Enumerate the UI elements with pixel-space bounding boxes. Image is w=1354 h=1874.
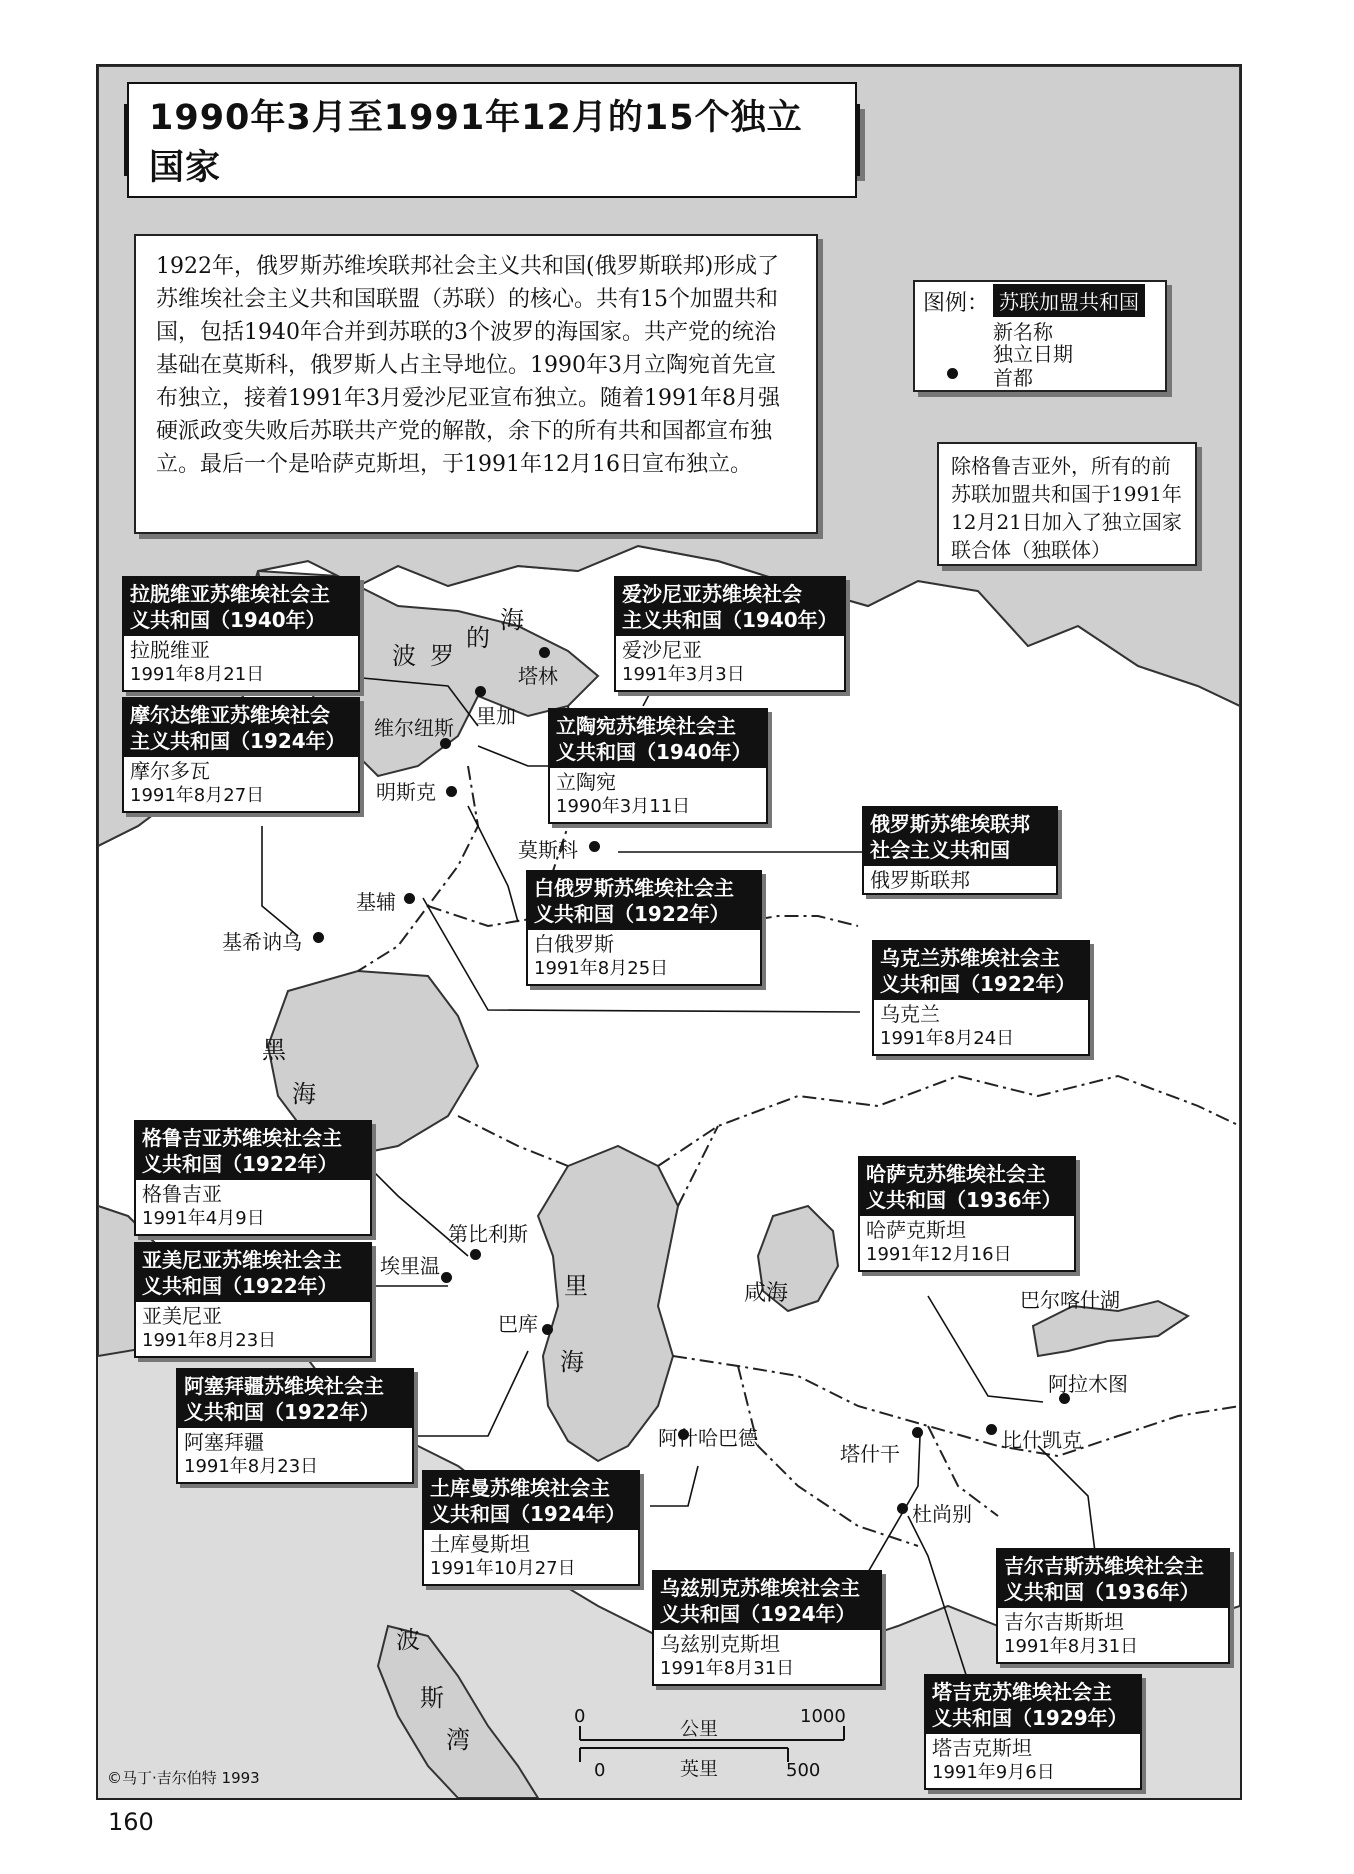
scale-mi-label: 英里	[680, 1758, 719, 1780]
city-baku: 巴库	[498, 1312, 538, 1336]
city-vilnius: 维尔纽斯	[374, 716, 454, 740]
republic-belarus	[526, 870, 762, 986]
scale-km-max: 1000	[800, 1706, 846, 1727]
republic-estonia	[614, 576, 846, 692]
republic-new-name: 爱沙尼亚	[622, 638, 702, 662]
page-number: 160	[108, 1808, 154, 1836]
republic-new-name: 立陶宛	[556, 770, 616, 794]
legend-republic-sample: 苏联加盟共和国	[993, 284, 1145, 317]
republic-new-name: 塔吉克斯坦	[932, 1736, 1032, 1760]
republic-independence-date: 1991年12月16日	[866, 1244, 1012, 1265]
capital-dot-tallinn	[539, 647, 550, 658]
republic-independence-date: 1991年10月27日	[430, 1558, 576, 1579]
republic-latvia	[122, 576, 360, 692]
capital-dot-icon	[947, 368, 958, 379]
republic-new-name: 格鲁吉亚	[142, 1182, 222, 1206]
republic-turkmenistan	[422, 1470, 640, 1586]
republic-azerbaijan	[176, 1368, 414, 1484]
sea-baltic-2: 罗	[430, 642, 454, 670]
capital-dot-dushanbe	[897, 1503, 908, 1514]
capital-dot-baku	[542, 1324, 553, 1335]
sea-baltic-1: 波	[392, 642, 416, 670]
republic-russia	[862, 806, 1058, 895]
capital-dot-riga	[475, 686, 486, 697]
city-kiev: 基辅	[356, 890, 396, 914]
republic-heading: 吉尔吉斯苏维埃社会主 义共和国（1936年）	[998, 1550, 1228, 1608]
capital-dot-kiev	[404, 893, 415, 904]
republic-new-name: 土库曼斯坦	[430, 1532, 530, 1556]
republic-new-name: 亚美尼亚	[142, 1304, 222, 1328]
city-moscow: 莫斯科	[518, 838, 578, 862]
republic-heading: 格鲁吉亚苏维埃社会主 义共和国（1922年）	[136, 1122, 370, 1180]
capital-dot-tbilisi	[470, 1249, 481, 1260]
republic-independence-date: 1990年3月11日	[556, 796, 691, 817]
republic-independence-date: 1991年8月21日	[130, 664, 265, 685]
map-title: 1990年3月至1991年12月的15个独立国家	[127, 82, 857, 198]
republic-armenia	[134, 1242, 372, 1358]
city-bishkek: 比什凯克	[1002, 1428, 1082, 1452]
scale-km-min: 0	[574, 1706, 586, 1727]
legend	[913, 280, 1167, 392]
city-dushanbe: 杜尚别	[912, 1502, 972, 1526]
republic-kyrgyzstan	[996, 1548, 1230, 1664]
scale-mi-max: 500	[786, 1760, 821, 1781]
republic-independence-date: 1991年8月31日	[660, 1658, 795, 1679]
legend-capital: 首都	[993, 366, 1033, 390]
city-riga: 里加	[476, 704, 516, 728]
republic-heading: 亚美尼亚苏维埃社会主 义共和国（1922年）	[136, 1244, 370, 1302]
capital-dot-moscow	[589, 841, 600, 852]
capital-dot-minsk	[446, 786, 457, 797]
republic-heading: 拉脱维亚苏维埃社会主 义共和国（1940年）	[124, 578, 358, 636]
republic-independence-date: 1991年9月6日	[932, 1762, 1055, 1783]
city-tbilisi: 第比利斯	[448, 1222, 528, 1246]
capital-dot-chisinau	[313, 932, 324, 943]
republic-lithuania	[548, 708, 768, 824]
capital-dot-yerevan	[441, 1272, 452, 1283]
republic-independence-date: 1991年8月27日	[130, 785, 265, 806]
intro-text: 1922年，俄罗斯苏维埃联邦社会主义共和国(俄罗斯联邦)形成了苏维埃社会主义共和国联盟（苏联）的核心。共有15个加盟共和国，包括1940年合并到苏联的3个波罗的海国家。共产党的统治基础在莫斯科，俄罗斯人占主导地位。1990年3月立陶宛首先宣布独立，接着1991年3月爱沙尼亚宣布独立。随着1991年8月强硬派政变失败后苏联共产党的解散，余下的所有共和国都宣布独立。最后一个是哈萨克斯坦，于1991年12月16日宣布独立。	[134, 234, 818, 534]
republic-independence-date: 1991年8月23日	[184, 1456, 319, 1477]
scale-mi-min: 0	[594, 1760, 606, 1781]
city-yerevan: 埃里温	[380, 1254, 440, 1278]
scale-km-label: 公里	[680, 1718, 719, 1740]
city-tashkent: 塔什干	[840, 1442, 900, 1466]
republic-new-name: 乌克兰	[880, 1002, 940, 1026]
republic-heading: 塔吉克苏维埃社会主 义共和国（1929年）	[926, 1676, 1140, 1734]
republic-heading: 乌兹别克苏维埃社会主 义共和国（1924年）	[654, 1572, 880, 1630]
sea-caspian-1: 里	[564, 1272, 588, 1300]
republic-kazakhstan	[858, 1156, 1076, 1272]
republic-independence-date: 1991年3月3日	[622, 664, 745, 685]
city-tallinn: 塔林	[518, 664, 558, 688]
capital-dot-bishkek	[986, 1424, 997, 1435]
republic-new-name: 哈萨克斯坦	[866, 1218, 966, 1242]
republic-new-name: 拉脱维亚	[130, 638, 210, 662]
republic-heading: 白俄罗斯苏维埃社会主 义共和国（1922年）	[528, 872, 760, 930]
city-almaty: 阿拉木图	[1048, 1372, 1128, 1396]
republic-independence-date: 1991年8月24日	[880, 1028, 1015, 1049]
republic-independence-date: 1991年8月31日	[1004, 1636, 1139, 1657]
republic-heading: 俄罗斯苏维埃联邦 社会主义共和国	[864, 808, 1056, 866]
cis-note: 除格鲁吉亚外，所有的前苏联加盟共和国于1991年12月21日加入了独立国家联合体（独联体）	[937, 442, 1197, 566]
sea-caspian-2: 海	[560, 1348, 584, 1376]
republic-heading: 摩尔达维亚苏维埃社会 主义共和国（1924年）	[124, 699, 358, 757]
sea-persian-1: 波	[396, 1626, 420, 1654]
sea-aral: 咸海	[744, 1281, 789, 1306]
sea-black-1: 黑	[262, 1036, 286, 1064]
republic-independence-date: 1991年8月23日	[142, 1330, 277, 1351]
republic-uzbekistan	[652, 1570, 882, 1686]
city-minsk: 明斯克	[376, 780, 436, 804]
sea-baltic-4: 海	[500, 606, 524, 634]
republic-heading: 阿塞拜疆苏维埃社会主 义共和国（1922年）	[178, 1370, 412, 1428]
republic-new-name: 白俄罗斯	[534, 932, 614, 956]
sea-black-2: 海	[292, 1080, 316, 1108]
copyright: ©马丁·吉尔伯特 1993	[107, 1769, 260, 1787]
city-chisinau: 基希讷乌	[222, 930, 302, 954]
republic-heading: 哈萨克苏维埃社会主 义共和国（1936年）	[860, 1158, 1074, 1216]
lake-balkhash: 巴尔喀什湖	[1020, 1288, 1120, 1312]
republic-new-name: 乌兹别克斯坦	[660, 1632, 780, 1656]
republic-heading: 爱沙尼亚苏维埃社会 主义共和国（1940年）	[616, 578, 844, 636]
republic-independence-date: 1991年4月9日	[142, 1208, 265, 1229]
republic-new-name: 吉尔吉斯斯坦	[1004, 1610, 1124, 1634]
republic-heading: 立陶宛苏维埃社会主 义共和国（1940年）	[550, 710, 766, 768]
legend-new-name: 新名称	[993, 320, 1053, 344]
sea-persian-2: 斯	[420, 1684, 444, 1712]
republic-tajikistan	[924, 1674, 1142, 1790]
republic-ukraine	[872, 940, 1090, 1056]
republic-new-name: 摩尔多瓦	[130, 759, 210, 783]
republic-new-name: 俄罗斯联邦	[870, 868, 970, 892]
republic-heading: 土库曼苏维埃社会主 义共和国（1924年）	[424, 1472, 638, 1530]
legend-title: 图例：	[923, 291, 990, 316]
republic-new-name: 阿塞拜疆	[184, 1430, 264, 1454]
republic-independence-date: 1991年8月25日	[534, 958, 669, 979]
city-ashgabat: 阿什哈巴德	[658, 1426, 758, 1450]
republic-heading: 乌克兰苏维埃社会主 义共和国（1922年）	[874, 942, 1088, 1000]
republic-georgia	[134, 1120, 372, 1236]
capital-dot-tashkent	[912, 1427, 923, 1438]
title-frame	[124, 98, 860, 188]
legend-independence-date: 独立日期	[993, 342, 1073, 366]
scale-bar	[574, 1706, 854, 1786]
sea-baltic-3: 的	[466, 624, 490, 652]
republic-moldova	[122, 697, 360, 813]
sea-persian-3: 湾	[446, 1726, 470, 1754]
